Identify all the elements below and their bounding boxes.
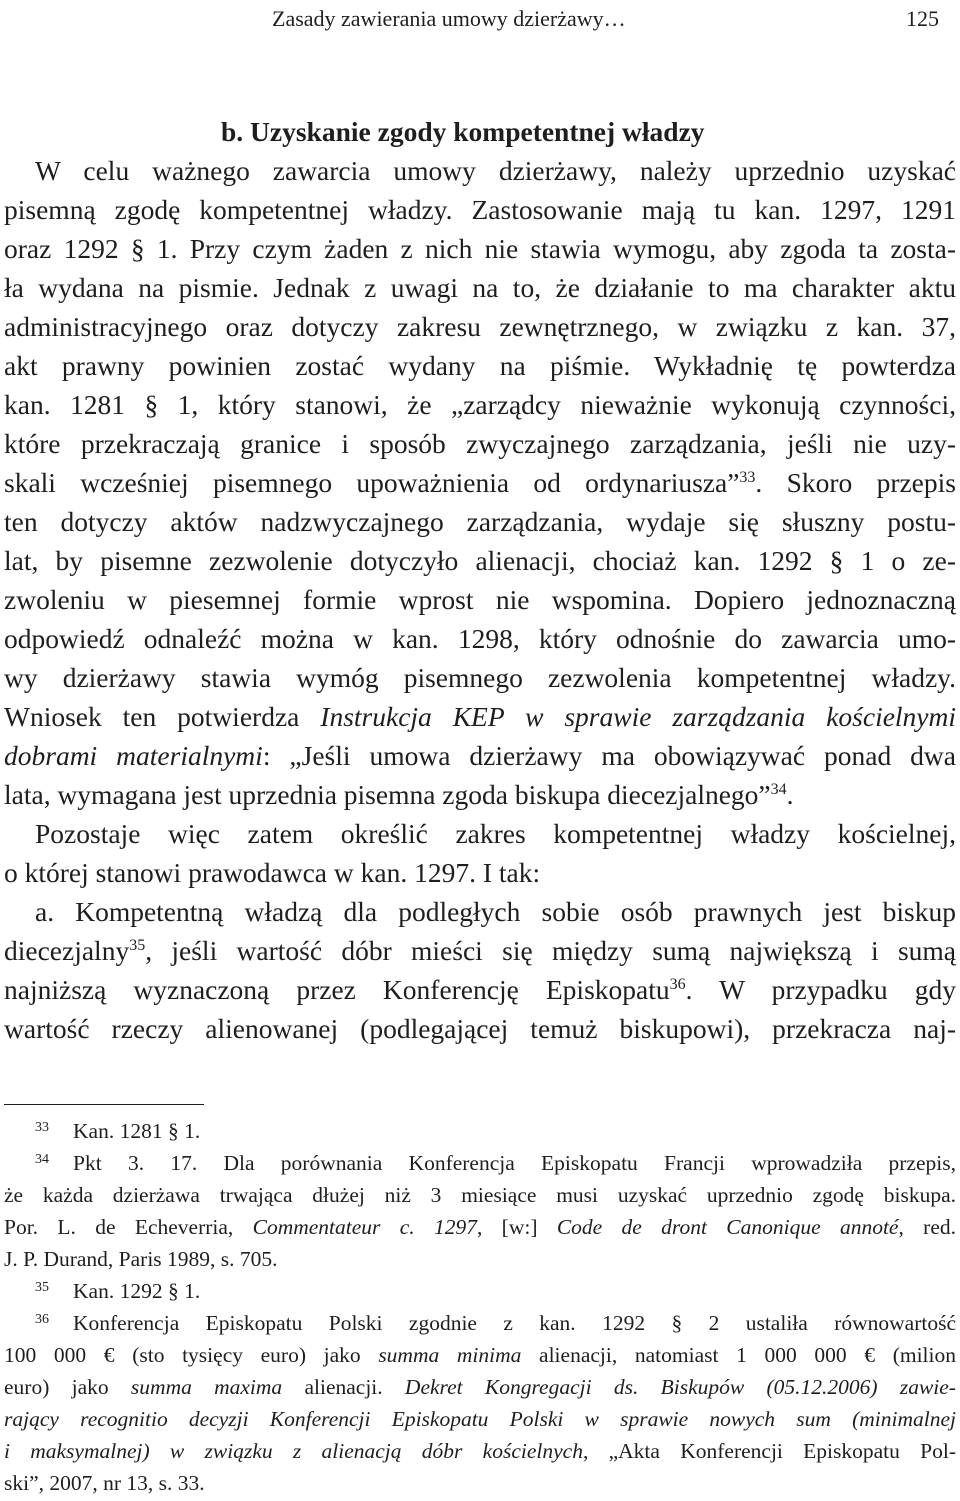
footnote-34 xyxy=(4,1147,956,1179)
footnote-line xyxy=(4,1403,956,1435)
text-run: najniższą wyznaczoną przez Konferencję Episkopatu xyxy=(4,974,670,1005)
body-line: o której stanowi prawodawca w kan. 1297. I tak: xyxy=(4,857,541,888)
body-line xyxy=(4,931,956,970)
body-line: oraz 1292 § 1. Przy czym żaden z nich nie stawia wymogu, aby zgoda ta zosta- xyxy=(4,233,956,264)
text-run: alienacji, natomiast 1 000 000 € (milion xyxy=(521,1343,957,1367)
text-run: lata, wymagana jest uprzednia pisemna zgoda biskupa diecezjalnego” xyxy=(4,779,771,810)
body-line: zwoleniu w piesemnej formie wprost nie wspomina. Dopiero jednoznaczną xyxy=(4,584,956,615)
text-run: alienacji. xyxy=(282,1375,405,1399)
body-line: kan. 1281 § 1, który stanowi, że „zarządcy nieważnie wykonują czynności, xyxy=(4,389,956,420)
text-run: . W przypadku gdy xyxy=(685,974,956,1005)
cited-title: Code de dront Canonique annoté xyxy=(556,1215,899,1239)
running-header xyxy=(0,4,960,34)
italic-term: summa maxima xyxy=(130,1375,283,1399)
page-number: 125 xyxy=(906,6,939,31)
footnote-ref-33[interactable]: 33 xyxy=(739,468,756,486)
footnote-line xyxy=(4,1211,956,1243)
footnote-text: Konferencja Episkopatu Polski zgodnie z kan. 1292 § 2 ustaliła równowartość xyxy=(73,1311,956,1335)
footnote-line: że każda dzierżawa trwająca dłużej niż 3 miesiące musi uzyskać uprzednio zgodę biskupa. xyxy=(4,1183,956,1207)
text-run: skali wcześniej pisemnego upoważnienia od ordynariusza” xyxy=(4,467,740,498)
footnote-line: ski”, 2007, nr 13, s. 33. xyxy=(4,1471,205,1495)
text-run: , jeśli wartość dóbr mieści się między sumą największą i sumą xyxy=(145,935,956,966)
text-run: diecezjalny xyxy=(4,935,130,966)
footnote-35 xyxy=(4,1275,956,1307)
body-line: administracyjnego oraz dotyczy zakresu zewnętrznego, w związku z kan. 37, xyxy=(4,311,956,342)
running-title: Zasady zawierania umowy dzierżawy… xyxy=(272,6,626,31)
body-line: akt prawny powinien zostać wydany na piśmie. Wykładnię tę powterdza xyxy=(4,350,956,381)
text-run: , red. xyxy=(898,1215,956,1239)
body-line: pisemną zgodę kompetentnej władzy. Zastosowanie mają tu kan. 1297, 1291 xyxy=(4,194,956,225)
footnote-line xyxy=(4,1371,956,1403)
cited-title: dobrami materialnymi xyxy=(4,740,263,771)
body-line xyxy=(4,463,956,502)
footnote-line xyxy=(4,1435,956,1467)
body-line: W celu ważnego zawarcia umowy dzierżawy, należy uprzednio uzyskać xyxy=(35,155,956,186)
text-run: Por. L. de Echeverria, xyxy=(4,1215,253,1239)
footnote-ref-36[interactable]: 36 xyxy=(669,975,686,993)
text-run: . xyxy=(786,779,794,810)
text-run: Wniosek ten potwierdza xyxy=(4,701,321,732)
body-line: wartość rzeczy alienowanej (podlegającej temuż biskupowi), przekracza naj- xyxy=(4,1013,956,1044)
footnotes xyxy=(4,1115,956,1499)
footnote-number: 36 xyxy=(35,1312,49,1327)
cited-title: i maksymalnej) w związku z alienacją dóbr kościelnych xyxy=(4,1439,583,1463)
footnote-number: 34 xyxy=(35,1152,49,1167)
section-heading: b. Uzyskanie zgody kompetentnej władzy xyxy=(221,116,705,147)
body-line: a. Kompetentną władzą dla podległych sobie osób prawnych jest biskup xyxy=(35,896,956,927)
body-line: ła wydana na pismie. Jednak z uwagi na to, że działanie to ma charakter aktu xyxy=(4,272,956,303)
body-line xyxy=(4,775,956,814)
body-line: wy dzierżawy stawia wymóg pisemnego zezwolenia kompetentnej władzy. xyxy=(4,662,956,693)
text-run: , „Akta Konferencji Episkopatu Pol- xyxy=(582,1439,957,1463)
footnote-line: J. P. Durand, Paris 1989, s. 705. xyxy=(4,1247,278,1271)
text-run: 100 000 € (sto tysięcy euro) jako xyxy=(4,1343,379,1367)
text-run: . Skoro przepis xyxy=(755,467,956,498)
text-run: euro) jako xyxy=(4,1375,131,1399)
footnote-line xyxy=(4,1339,956,1371)
footnote-text: Kan. 1281 § 1. xyxy=(73,1119,201,1143)
footnote-ref-34[interactable]: 34 xyxy=(770,780,787,798)
footnote-ref-35[interactable]: 35 xyxy=(129,936,146,954)
body-text xyxy=(4,112,956,1048)
body-line xyxy=(4,970,956,1009)
cited-title: Dekret Kongregacji ds. Biskupów (05.12.2006) zawie- xyxy=(404,1375,956,1399)
footnote-text: Kan. 1292 § 1. xyxy=(73,1279,201,1303)
cited-title: Instrukcja KEP w sprawie zarządzania kościelnymi xyxy=(320,701,957,732)
body-line xyxy=(4,736,956,775)
footnote-33 xyxy=(4,1115,956,1147)
footnote-separator xyxy=(4,1104,204,1105)
footnote-number: 33 xyxy=(35,1120,49,1135)
footnote-number: 35 xyxy=(35,1280,49,1295)
cited-title: rający recognitio decyzji Konferencji Episkopatu Polski w sprawie nowych sum (minimalnej xyxy=(4,1407,956,1431)
body-line: które przekraczają granice i sposób zwyczajnego zarządzania, jeśli nie uzy- xyxy=(4,428,956,459)
text-run: : „Jeśli umowa dzierżawy ma obowiązywać ponad dwa xyxy=(262,740,956,771)
body-line: odpowiedź odnaleźć można w kan. 1298, który odnośnie do zawarcia umo- xyxy=(4,623,956,654)
cited-title: Commentateur c. 1297 xyxy=(252,1215,477,1239)
italic-term: summa minima xyxy=(378,1343,522,1367)
body-line: lat, by pisemne zezwolenie dotyczyło alienacji, chociaż kan. 1292 § 1 o ze- xyxy=(4,545,956,576)
body-line: Pozostaje więc zatem określić zakres kompetentnej władzy kościelnej, xyxy=(35,818,956,849)
footnote-text: Pkt 3. 17. Dla porównania Konferencja Episkopatu Francji wprowadziła przepis, xyxy=(73,1151,956,1175)
footnote-36 xyxy=(4,1307,956,1339)
text-run: , [w:] xyxy=(476,1215,557,1239)
body-line: ten dotyczy aktów nadzwyczajnego zarządzania, wydaje się słuszny postu- xyxy=(4,506,956,537)
body-line xyxy=(4,697,956,736)
